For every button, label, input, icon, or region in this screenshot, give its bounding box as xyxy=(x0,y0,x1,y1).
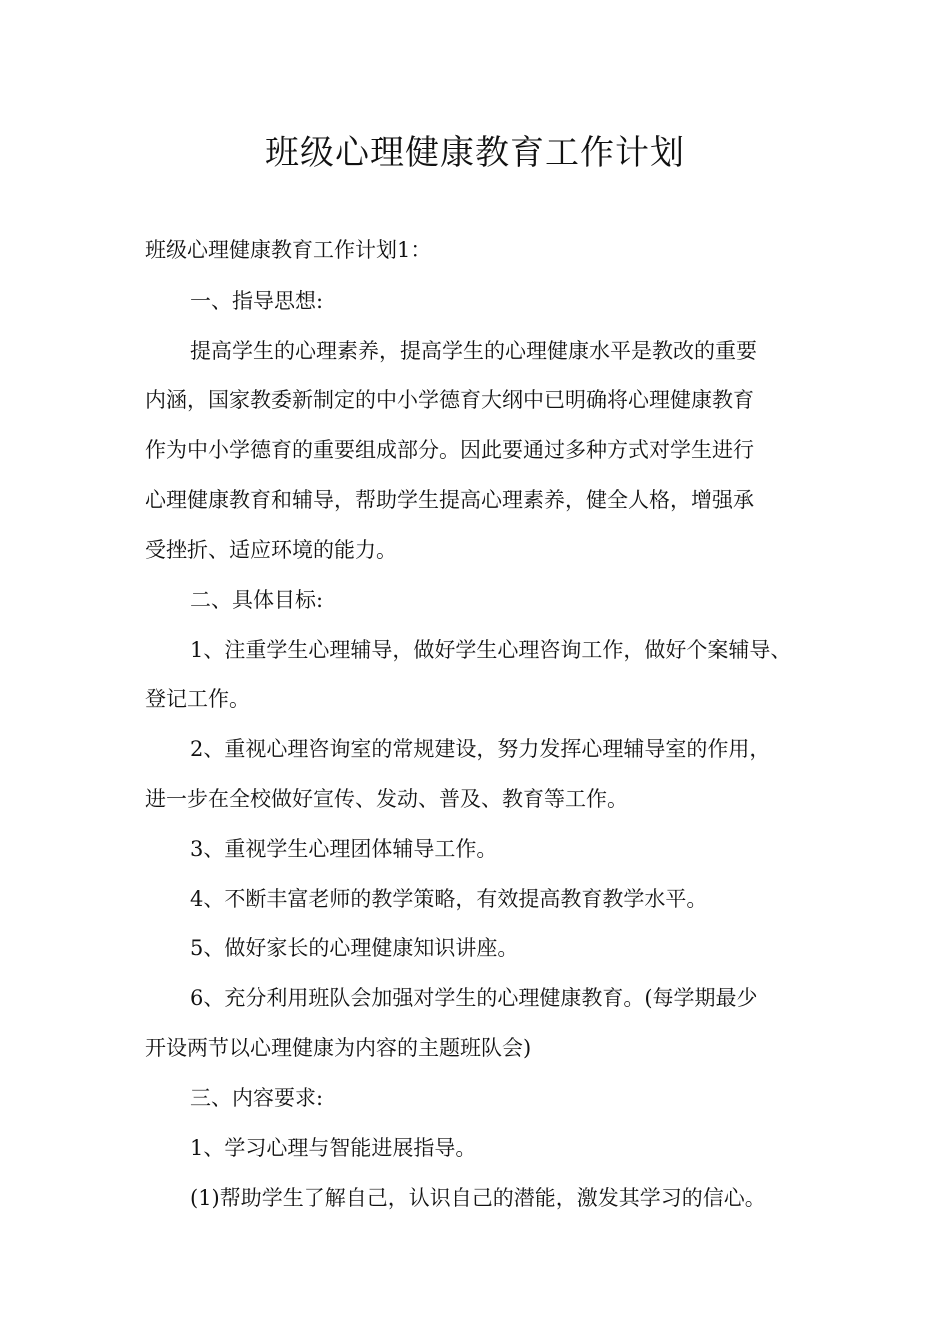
doc-line: 作为中小学德育的重要组成部分。因此要通过多种方式对学生进行 xyxy=(145,438,754,462)
doc-line: 受挫折、适应环境的能力。 xyxy=(145,538,397,562)
doc-line: 6、充分利用班队会加强对学生的心理健康教育。(每学期最少 xyxy=(190,986,758,1010)
doc-line: 心理健康教育和辅导，帮助学生提高心理素养，健全人格，增强承 xyxy=(145,488,754,512)
doc-line: 5、做好家长的心理健康知识讲座。 xyxy=(190,936,519,960)
doc-line: 1、学习心理与智能进展指导。 xyxy=(190,1136,477,1160)
document-title: 班级心理健康教育工作计划 xyxy=(265,133,685,173)
doc-line: 提高学生的心理素养，提高学生的心理健康水平是教改的重要 xyxy=(190,339,757,363)
doc-line: 内涵，国家教委新制定的中小学德育大纲中已明确将心理健康教育 xyxy=(145,388,754,412)
doc-line-heading-1: 一、指导思想: xyxy=(190,289,324,313)
doc-line: 1、注重学生心理辅导，做好学生心理咨询工作，做好个案辅导、 xyxy=(190,638,792,662)
doc-line: 进一步在全校做好宣传、发动、普及、教育等工作。 xyxy=(145,787,628,811)
doc-line: 3、重视学生心理团体辅导工作。 xyxy=(190,837,498,861)
doc-line-heading-2: 二、具体目标: xyxy=(190,588,324,612)
doc-line: 2、重视心理咨询室的常规建设，努力发挥心理辅导室的作用， xyxy=(190,737,771,761)
doc-line: (1)帮助学生了解自己，认识自己的潜能，激发其学习的信心。 xyxy=(190,1186,766,1210)
doc-line: 4、不断丰富老师的教学策略，有效提高教育教学水平。 xyxy=(190,887,708,911)
doc-line: 登记工作。 xyxy=(145,687,250,711)
doc-line-heading-3: 三、内容要求: xyxy=(190,1086,324,1110)
doc-line-subtitle: 班级心理健康教育工作计划1： xyxy=(145,238,432,262)
doc-line: 开设两节以心理健康为内容的主题班队会) xyxy=(145,1036,532,1060)
